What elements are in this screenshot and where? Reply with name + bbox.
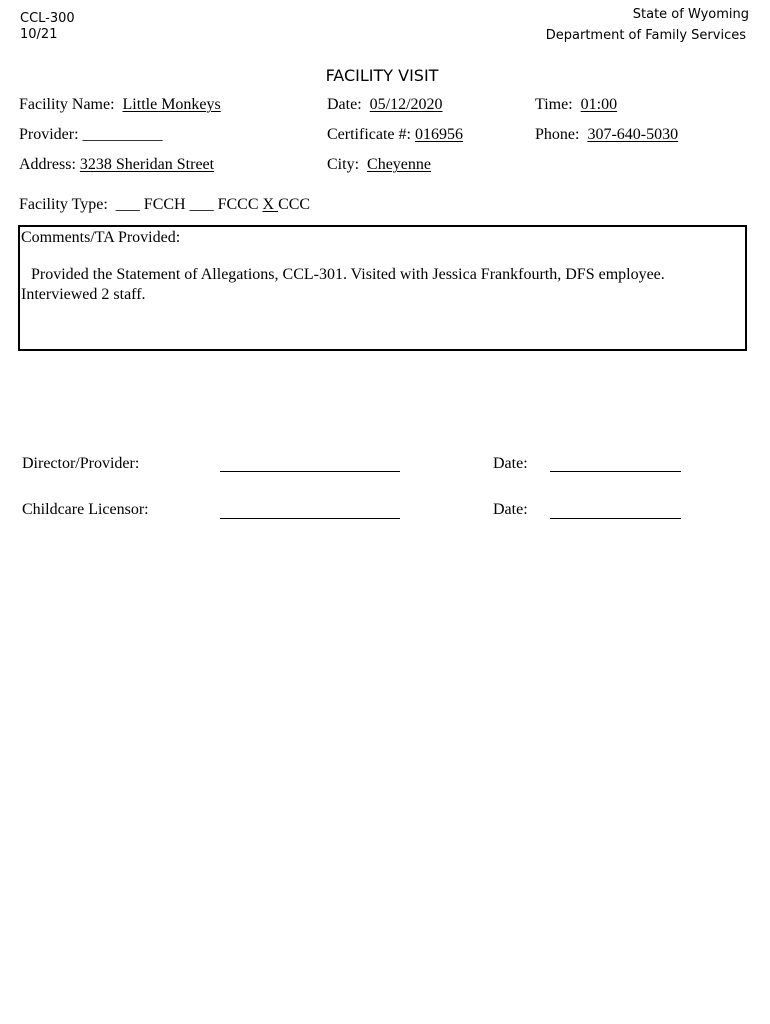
provider-value: __________: [82, 126, 163, 143]
form-number: CCL-300: [20, 11, 75, 26]
licensor-signature-line: [220, 518, 400, 519]
facility-name-value: Little Monkeys: [122, 96, 221, 113]
ccc-label: CCC: [278, 196, 311, 213]
comments-line-1: Provided the Statement of Allegations, CCL-301. Visited with Jessica Frankfourth, DFS employee.: [31, 266, 665, 283]
director-date-line: [550, 471, 681, 472]
phone-label: Phone:: [535, 126, 580, 143]
time-label: Time:: [535, 96, 573, 113]
city-label: City:: [327, 156, 360, 173]
director-provider-label: Director/Provider:: [22, 455, 140, 472]
fccc-label: FCCC: [217, 196, 259, 213]
licensor-date-line: [550, 518, 681, 519]
time-field: [535, 96, 617, 114]
city-value: Cheyenne: [367, 156, 431, 173]
facility-name-field: [19, 96, 221, 114]
fcch-checkbox: ___: [115, 196, 140, 213]
certificate-value: 016956: [414, 126, 463, 143]
state-name: State of Wyoming: [632, 7, 749, 22]
certificate-field: [327, 126, 463, 144]
date-value: 05/12/2020: [369, 96, 443, 113]
address-label: Address:: [19, 156, 76, 173]
comments-label: Comments/TA Provided:: [21, 229, 181, 246]
provider-field: [19, 126, 163, 144]
director-date-label: Date:: [493, 455, 528, 472]
childcare-licensor-label: Childcare Licensor:: [22, 501, 149, 518]
certificate-label: Certificate #:: [327, 126, 411, 143]
fccc-checkbox: ___: [189, 196, 214, 213]
phone-value: 307-640-5030: [587, 126, 679, 143]
page-title: FACILITY VISIT: [325, 66, 439, 85]
fcch-label: FCCH: [143, 196, 186, 213]
time-value: 01:00: [580, 96, 618, 113]
address-value: 3238 Sheridan Street: [79, 156, 215, 173]
facility-type-field: [19, 196, 310, 214]
date-label: Date:: [327, 96, 362, 113]
ccc-checkbox-mark: X: [262, 196, 275, 213]
address-field: [19, 156, 214, 174]
director-signature-line: [220, 471, 400, 472]
form-revision: 10/21: [20, 27, 58, 42]
date-field: [327, 96, 443, 114]
city-field: [327, 156, 431, 174]
facility-type-label: Facility Type:: [19, 196, 108, 213]
comments-line-2: Interviewed 2 staff.: [21, 286, 146, 303]
provider-label: Provider:: [19, 126, 79, 143]
licensor-date-label: Date:: [493, 501, 528, 518]
facility-name-label: Facility Name:: [19, 96, 115, 113]
department-name: Department of Family Services: [545, 28, 746, 43]
phone-field: [535, 126, 678, 144]
